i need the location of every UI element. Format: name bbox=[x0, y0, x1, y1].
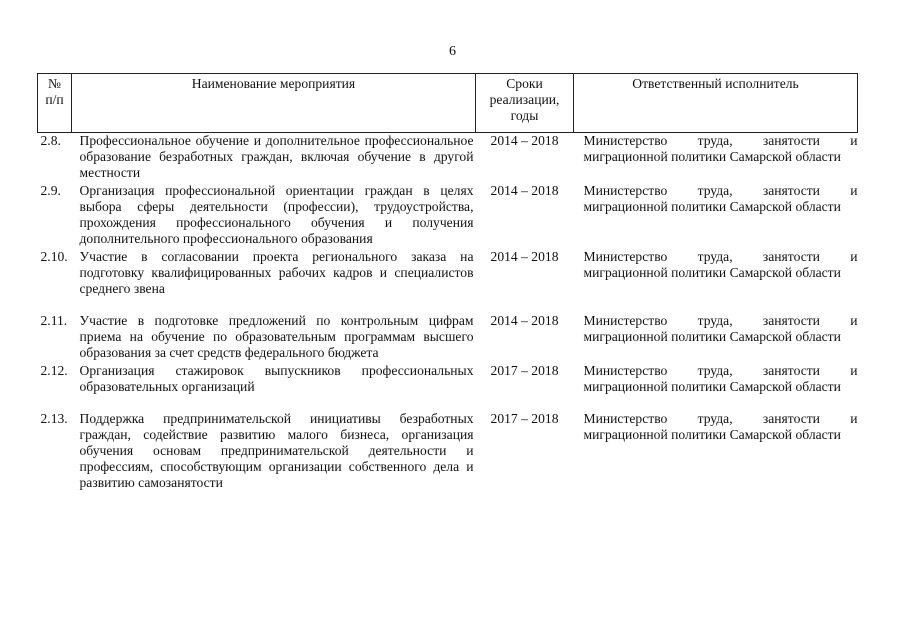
row-period: 2014 – 2018 bbox=[490, 249, 559, 264]
header-num bbox=[38, 74, 72, 133]
row-period: 2014 – 2018 bbox=[490, 133, 559, 148]
row-responsible: Министерство труда, занятости и миграционной политики Самарской области bbox=[583, 411, 858, 442]
table-row bbox=[38, 183, 858, 249]
row-name: Участие в подготовке предложений по контрольным цифрам приема на обучение по образовательным программам высшего образования за счет средств федерального бюджета bbox=[79, 313, 474, 360]
table-row bbox=[38, 133, 858, 184]
row-name: Профессиональное обучение и дополнительное профессиональное образование безработных граждан, включая обучение в другой местности bbox=[79, 133, 474, 180]
header-num-line: п/п bbox=[45, 92, 64, 107]
header-responsible: Ответственный исполнитель bbox=[574, 74, 858, 133]
row-name: Организация стажировок выпускников профессиональных образовательных организаций bbox=[79, 363, 474, 394]
header-period-line: годы bbox=[510, 108, 539, 123]
header-name: Наименование мероприятия bbox=[72, 74, 476, 133]
row-name: Поддержка предпринимательской инициативы безработных граждан, содействие развитию малого бизнеса, организация обучения основам предпринимательской деятельности и профессиям, способствующим организации собственного дела и развитию самозанятости bbox=[79, 411, 474, 490]
row-name: Организация профессиональной ориентации граждан в целях выбора сферы деятельности (профессии), трудоустройства, прохождения профессионального обучения и получения дополнительного профессионального образования bbox=[79, 183, 474, 246]
row-num: 2.12. bbox=[40, 363, 68, 378]
row-name: Участие в согласовании проекта регионального заказа на подготовку квалифицированных рабочих кадров и специалистов среднего звена bbox=[79, 249, 474, 296]
table-body bbox=[38, 133, 858, 494]
table-row bbox=[38, 363, 858, 411]
page-number: 6 bbox=[449, 44, 456, 59]
row-responsible: Министерство труда, занятости и миграционной политики Самарской области bbox=[583, 183, 858, 214]
header-period-line: Сроки bbox=[506, 76, 543, 91]
header-period bbox=[476, 74, 574, 133]
row-num: 2.9. bbox=[40, 183, 61, 198]
row-responsible: Министерство труда, занятости и миграционной политики Самарской области bbox=[583, 249, 858, 280]
row-responsible: Министерство труда, занятости и миграционной политики Самарской области bbox=[583, 363, 858, 394]
table-row bbox=[38, 313, 858, 363]
header-period-line: реализации, bbox=[489, 92, 560, 107]
row-period: 2014 – 2018 bbox=[490, 313, 559, 328]
row-num: 2.8. bbox=[40, 133, 61, 148]
table-header bbox=[38, 74, 858, 133]
activities-table bbox=[37, 73, 858, 493]
row-period: 2014 – 2018 bbox=[490, 183, 559, 198]
row-responsible: Министерство труда, занятости и миграционной политики Самарской области bbox=[583, 313, 858, 344]
row-num: 2.13. bbox=[40, 411, 68, 426]
row-num: 2.11. bbox=[40, 313, 68, 328]
row-period: 2017 – 2018 bbox=[490, 411, 559, 426]
header-num-line: № bbox=[48, 76, 61, 91]
table-row bbox=[38, 249, 858, 313]
header-row bbox=[38, 74, 858, 133]
row-num: 2.10. bbox=[40, 249, 68, 264]
table-row bbox=[38, 411, 858, 493]
row-responsible: Министерство труда, занятости и миграционной политики Самарской области bbox=[583, 133, 858, 164]
row-period: 2017 – 2018 bbox=[490, 363, 559, 378]
